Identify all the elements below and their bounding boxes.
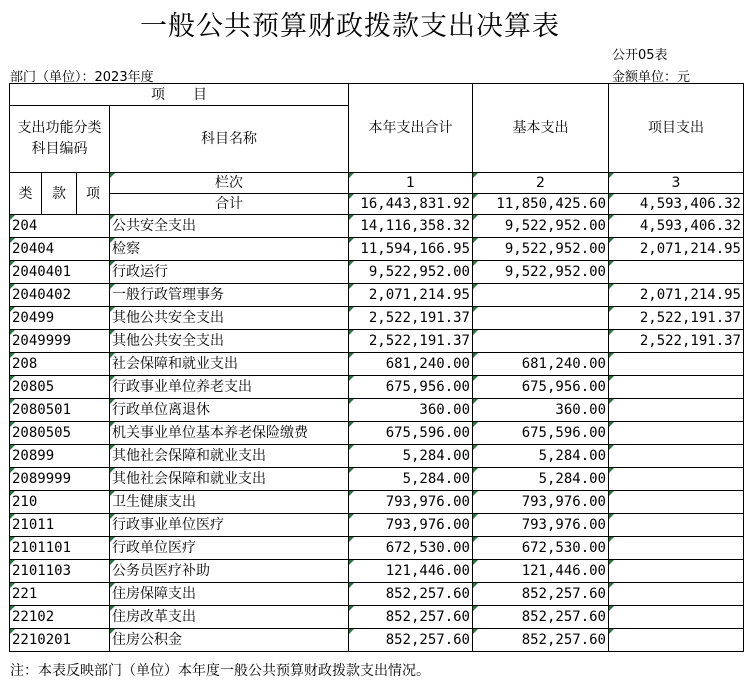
subject-code: 21011 (10, 514, 110, 537)
subject-code: 210 (10, 491, 110, 514)
project-amount: 2,522,191.37 (609, 307, 744, 330)
grand-basic-amount: 11,850,425.60 (473, 194, 609, 215)
project-amount (609, 445, 744, 468)
subject-code: 20899 (10, 445, 110, 468)
subject-code: 2040401 (10, 261, 110, 284)
project-amount (609, 491, 744, 514)
subject-name: 公共安全支出 (110, 215, 349, 238)
table-row (10, 514, 744, 537)
table-row (10, 606, 744, 629)
total-amount: 2,522,191.37 (349, 307, 473, 330)
project-amount (609, 376, 744, 399)
basic-amount: 852,257.60 (473, 583, 609, 606)
grand-project-amount: 4,593,406.32 (609, 194, 744, 215)
subject-name: 其他社会保障和就业支出 (110, 445, 349, 468)
subject-code: 2049999 (10, 330, 110, 353)
subject-name: 行政运行 (110, 261, 349, 284)
project-amount: 2,071,214.95 (609, 284, 744, 307)
subject-code: 2089999 (10, 468, 110, 491)
basic-amount: 5,284.00 (473, 445, 609, 468)
basic-amount: 121,446.00 (473, 560, 609, 583)
subject-name: 住房保障支出 (110, 583, 349, 606)
project-amount (609, 629, 744, 652)
basic-amount: 852,257.60 (473, 606, 609, 629)
items-header: 项 目 (10, 84, 349, 106)
subject-code: 20805 (10, 376, 110, 399)
subject-name: 行政单位医疗 (110, 537, 349, 560)
project-amount (609, 583, 744, 606)
total-amount: 675,596.00 (349, 422, 473, 445)
basic-amount: 9,522,952.00 (473, 238, 609, 261)
row-seq-label: 栏次 (110, 173, 349, 194)
function-code-header: 支出功能分类科目编码 (10, 106, 110, 173)
kuan-header: 款 (42, 173, 77, 215)
total-amount: 681,240.00 (349, 353, 473, 376)
seq-number: 2 (473, 173, 609, 194)
total-amount: 360.00 (349, 399, 473, 422)
subject-name: 卫生健康支出 (110, 491, 349, 514)
table-row (10, 583, 744, 606)
table-row (10, 560, 744, 583)
project-amount (609, 422, 744, 445)
project-amount (609, 399, 744, 422)
table-row (10, 537, 744, 560)
project-amount (609, 261, 744, 284)
lei-header: 类 (10, 173, 42, 215)
subject-name: 行政单位离退休 (110, 399, 349, 422)
total-amount: 5,284.00 (349, 468, 473, 491)
page-title: 一般公共预算财政拨款支出决算表 (140, 11, 560, 42)
table-row (10, 353, 744, 376)
table-row (10, 629, 744, 652)
total-amount: 9,522,952.00 (349, 261, 473, 284)
basic-amount: 9,522,952.00 (473, 261, 609, 284)
grand-total-amount: 16,443,831.92 (349, 194, 473, 215)
subject-name: 行政事业单位养老支出 (110, 376, 349, 399)
subject-name: 机关事业单位基本养老保险缴费 (110, 422, 349, 445)
project-amount: 2,071,214.95 (609, 238, 744, 261)
project-amount: 4,593,406.32 (609, 215, 744, 238)
table-row (10, 307, 744, 330)
total-amount: 14,116,358.32 (349, 215, 473, 238)
total-column-header: 本年支出合计 (349, 84, 473, 173)
basic-amount: 5,284.00 (473, 468, 609, 491)
subject-code: 20499 (10, 307, 110, 330)
subject-code: 22102 (10, 606, 110, 629)
subject-name: 住房公积金 (110, 629, 349, 652)
total-amount: 675,956.00 (349, 376, 473, 399)
subject-code: 2210201 (10, 629, 110, 652)
basic-amount (473, 330, 609, 353)
footnote: 注：本表反映部门（单位）本年度一般公共预算财政拨款支出情况。 (10, 663, 430, 679)
project-amount (609, 353, 744, 376)
basic-amount: 793,976.00 (473, 491, 609, 514)
form-code: 公开05表 (612, 48, 668, 63)
total-row-label: 合计 (110, 194, 349, 215)
subject-code: 204 (10, 215, 110, 238)
subject-name: 公务员医疗补助 (110, 560, 349, 583)
project-amount: 2,522,191.37 (609, 330, 744, 353)
project-column-header: 项目支出 (609, 84, 744, 173)
table-row (10, 445, 744, 468)
total-amount: 5,284.00 (349, 445, 473, 468)
subject-name: 一般行政管理事务 (110, 284, 349, 307)
project-amount (609, 560, 744, 583)
subject-name: 行政事业单位医疗 (110, 514, 349, 537)
subject-name: 其他公共安全支出 (110, 330, 349, 353)
total-amount: 121,446.00 (349, 560, 473, 583)
total-amount: 11,594,166.95 (349, 238, 473, 261)
basic-amount: 672,530.00 (473, 537, 609, 560)
subject-code: 2080505 (10, 422, 110, 445)
subject-code: 2080501 (10, 399, 110, 422)
subject-code: 20404 (10, 238, 110, 261)
subject-name: 检察 (110, 238, 349, 261)
basic-amount: 681,240.00 (473, 353, 609, 376)
basic-amount: 360.00 (473, 399, 609, 422)
table-row (10, 284, 744, 307)
table-row (10, 215, 744, 238)
currency-unit-label: 金额单位：元 (612, 70, 691, 85)
subject-name: 其他社会保障和就业支出 (110, 468, 349, 491)
total-amount: 2,522,191.37 (349, 330, 473, 353)
xiang-header: 项 (77, 173, 110, 215)
project-amount (609, 537, 744, 560)
project-amount (609, 606, 744, 629)
table-row (10, 422, 744, 445)
subject-name: 住房改革支出 (110, 606, 349, 629)
table-row (10, 491, 744, 514)
total-amount: 852,257.60 (349, 629, 473, 652)
subject-name: 社会保障和就业支出 (110, 353, 349, 376)
subject-code: 2101103 (10, 560, 110, 583)
subject-code: 221 (10, 583, 110, 606)
department-label: 部门（单位）：2023年度 (10, 70, 154, 85)
project-amount (609, 514, 744, 537)
total-amount: 793,976.00 (349, 491, 473, 514)
subject-name-header: 科目名称 (110, 106, 349, 173)
basic-amount: 675,956.00 (473, 376, 609, 399)
basic-amount (473, 307, 609, 330)
table-row (10, 330, 744, 353)
basic-amount: 9,522,952.00 (473, 215, 609, 238)
seq-number: 1 (349, 173, 473, 194)
basic-column-header: 基本支出 (473, 84, 609, 173)
basic-amount (473, 284, 609, 307)
table-row (10, 376, 744, 399)
expenditure-table (9, 83, 744, 652)
basic-amount: 793,976.00 (473, 514, 609, 537)
subject-code: 208 (10, 353, 110, 376)
table-row (10, 261, 744, 284)
table-row (10, 468, 744, 491)
subject-code: 2040402 (10, 284, 110, 307)
seq-number: 3 (609, 173, 744, 194)
basic-amount: 675,596.00 (473, 422, 609, 445)
project-amount (609, 468, 744, 491)
total-amount: 793,976.00 (349, 514, 473, 537)
basic-amount: 852,257.60 (473, 629, 609, 652)
total-amount: 852,257.60 (349, 606, 473, 629)
total-amount: 672,530.00 (349, 537, 473, 560)
table-row (10, 399, 744, 422)
total-amount: 852,257.60 (349, 583, 473, 606)
subject-name: 其他公共安全支出 (110, 307, 349, 330)
total-amount: 2,071,214.95 (349, 284, 473, 307)
subject-code: 2101101 (10, 537, 110, 560)
table-row (10, 238, 744, 261)
